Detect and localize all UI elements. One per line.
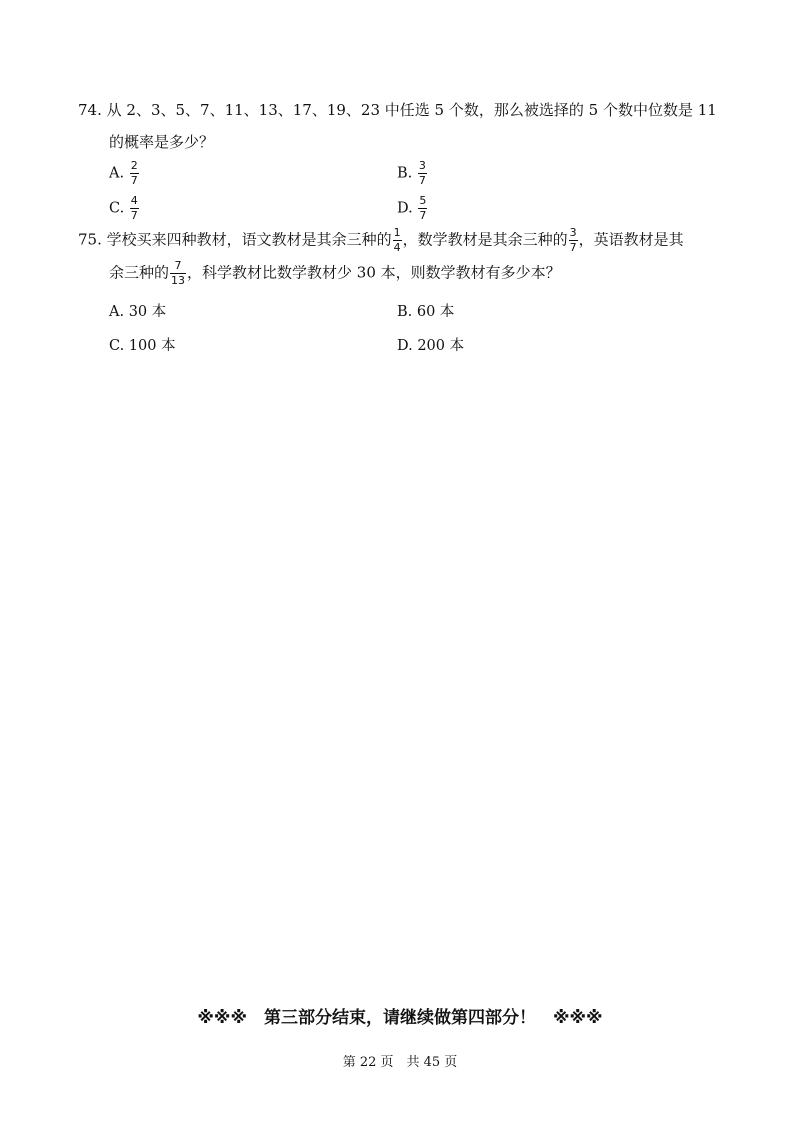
section-end-banner: ※※※ 第三部分结束，请继续做第四部分！ ※※※: [197, 1008, 603, 1028]
option-b[interactable]: [397, 160, 428, 187]
option-letter: A.: [109, 165, 125, 182]
question-text: 余三种的: [109, 263, 170, 282]
fraction-three-sevenths: $\frac{3}{7}$: [569, 226, 577, 254]
option-a[interactable]: [109, 302, 166, 322]
question-text: ，英语教材是其: [578, 230, 684, 249]
option-text: 100 本: [128, 338, 176, 354]
option-d[interactable]: [397, 195, 428, 222]
option-letter: C.: [109, 200, 125, 217]
question-75: [78, 227, 738, 254]
question-number: 74.: [78, 101, 102, 119]
question-text: 从 2、3、5、7、11、13、17、19、23 中任选 5 个数，那么被选择的 5 个数中位数是 11: [106, 101, 717, 119]
option-d[interactable]: [397, 336, 464, 356]
fraction-one-quarter: $\frac{1}{4}$: [393, 226, 401, 254]
option-letter: D.: [397, 338, 413, 354]
option-letter: D.: [397, 200, 413, 217]
option-fraction: $\frac{4}{7}$: [130, 194, 138, 222]
option-text: 60 本: [416, 304, 455, 320]
option-letter: A.: [109, 304, 125, 320]
option-a[interactable]: [109, 160, 140, 187]
question-74-line2: 的概率是多少？: [109, 133, 215, 151]
option-letter: B.: [397, 304, 413, 320]
option-fraction: $\frac{2}{7}$: [130, 159, 138, 187]
question-text: 学校买来四种教材，语文教材是其余三种的: [106, 230, 392, 249]
option-fraction: $\frac{3}{7}$: [418, 159, 426, 187]
option-letter: B.: [397, 165, 413, 182]
option-b[interactable]: [397, 302, 454, 322]
option-text: 200 本: [417, 338, 465, 354]
option-c[interactable]: [109, 336, 176, 356]
option-fraction: $\frac{5}{7}$: [419, 194, 427, 222]
question-text: ，科学教材比数学教材少 30 本，则数学教材有多少本？: [187, 263, 561, 282]
fraction-seven-thirteenths: $\frac{7}{13}$: [171, 259, 186, 287]
question-75-line2: [109, 260, 561, 287]
option-letter: C.: [109, 338, 125, 354]
page-footer: 第 22 页 共 45 页: [342, 1055, 458, 1070]
question-text: ，数学教材是其余三种的: [402, 230, 568, 249]
option-text: 30 本: [128, 304, 167, 320]
question-74: [78, 99, 728, 121]
question-number: 75.: [78, 230, 102, 249]
option-c[interactable]: [109, 195, 140, 222]
